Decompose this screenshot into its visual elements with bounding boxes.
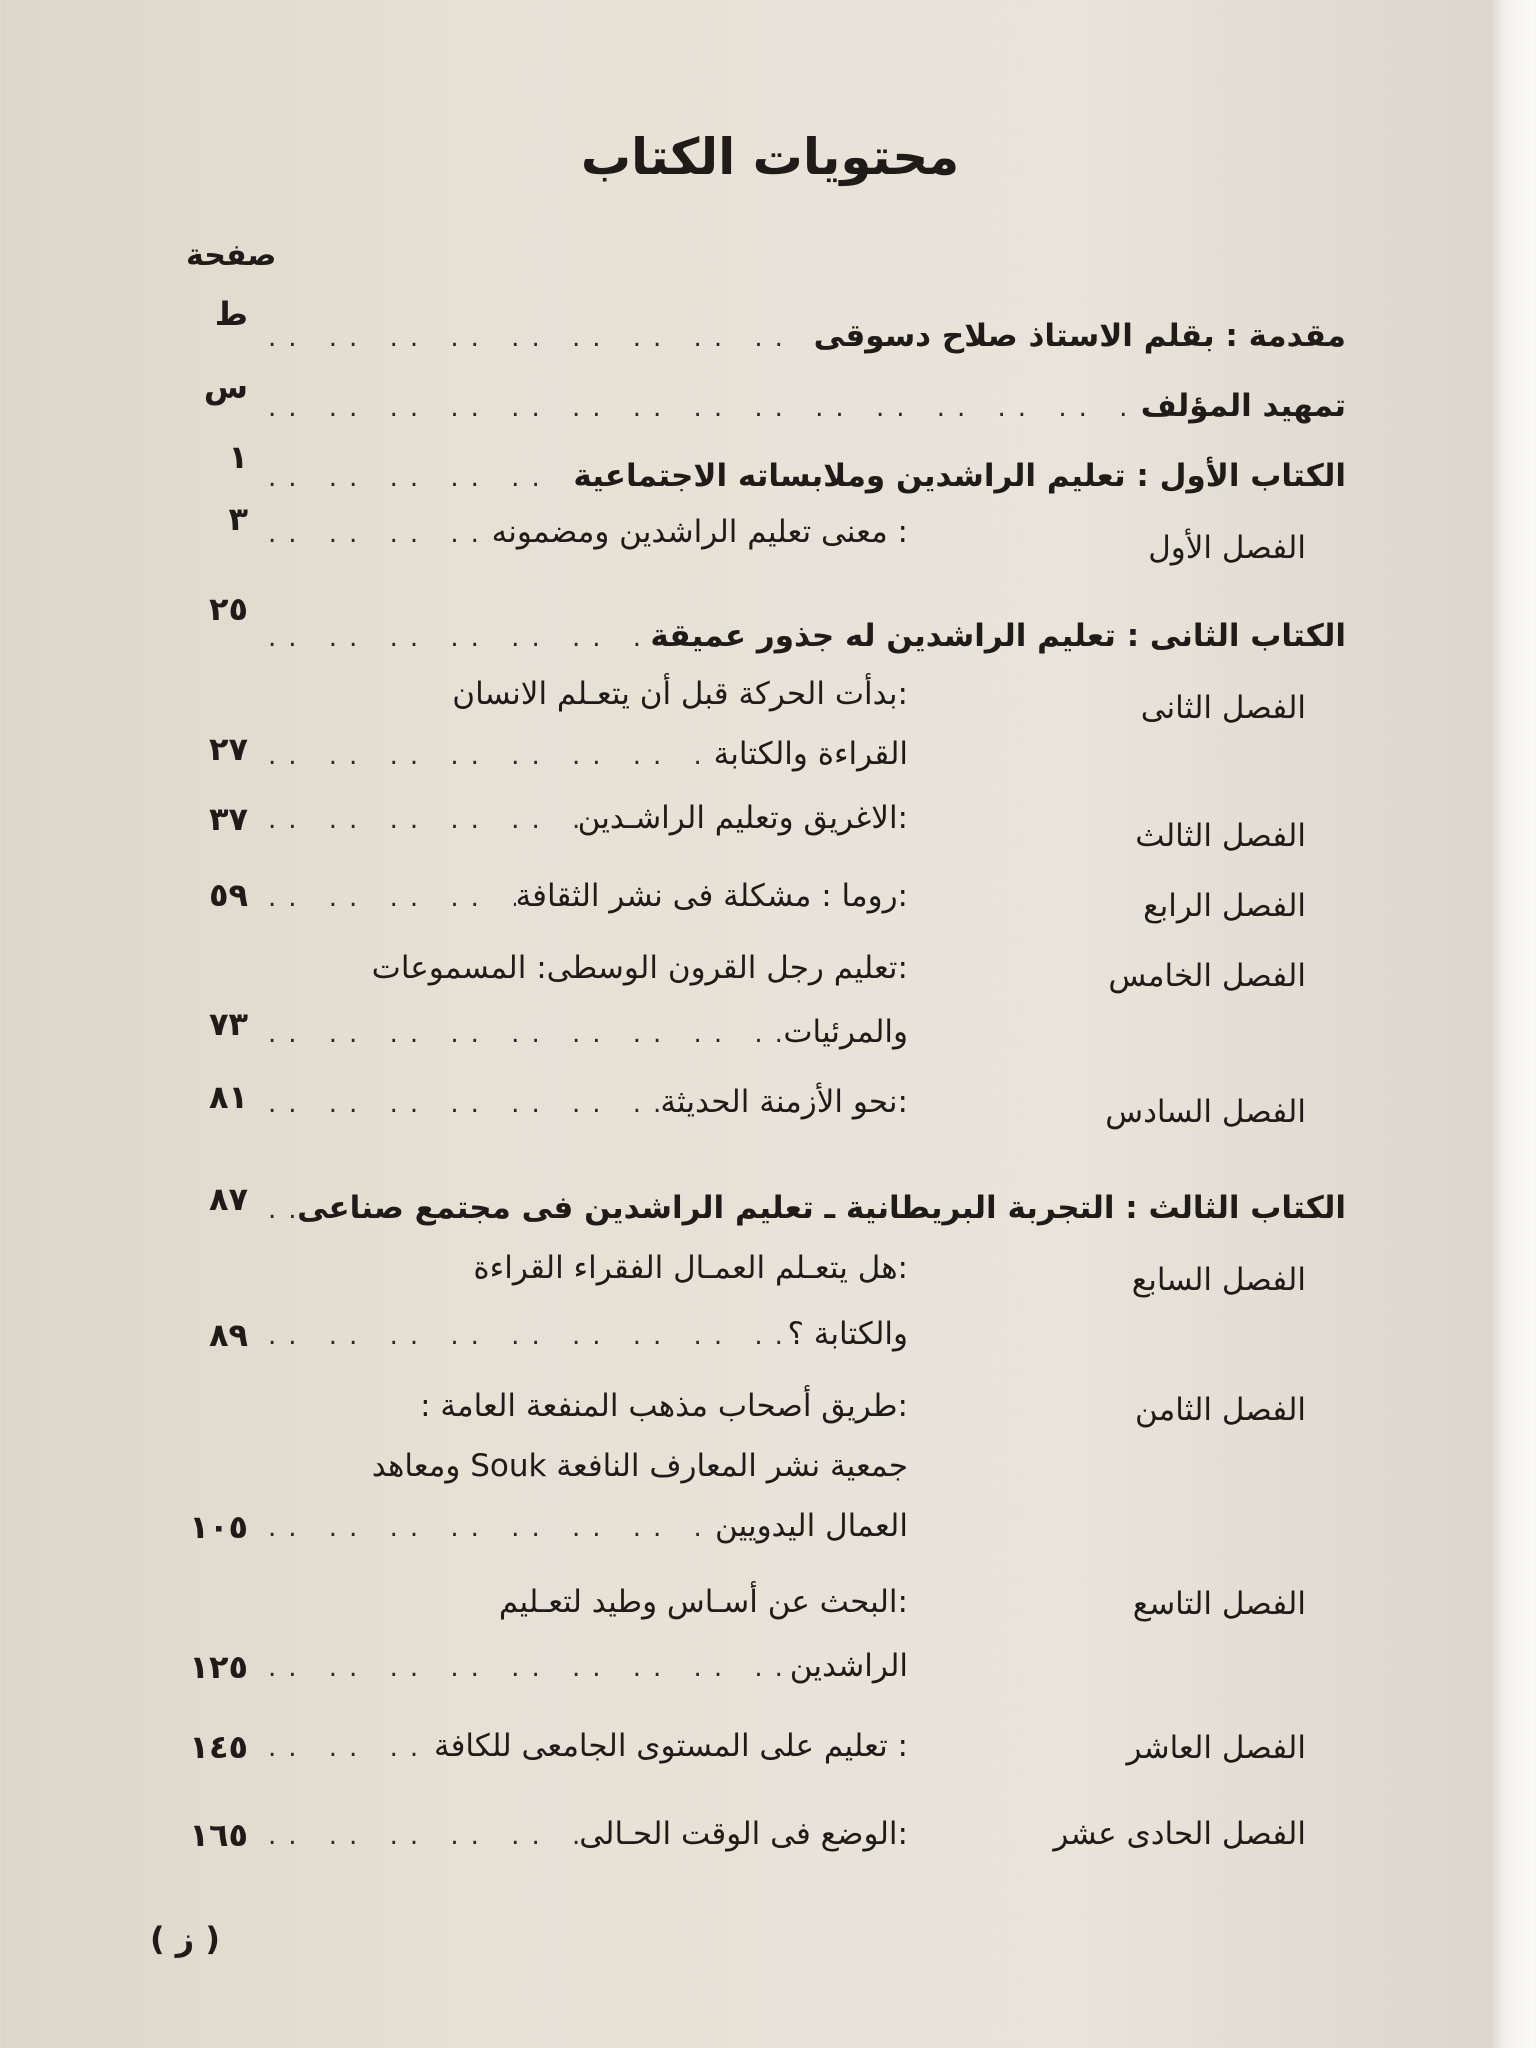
entry-title: :نحو الأزمنة الحديثة — [660, 1084, 908, 1120]
toc-entry-line[interactable] — [499, 1584, 908, 1620]
toc-entry-line[interactable] — [250, 388, 1346, 424]
page-number: ٣ — [228, 500, 248, 538]
dot-leader — [250, 805, 578, 835]
entry-title: الكتاب الأول : تعليم الراشدين وملابساته الاجتماعية — [573, 458, 1346, 494]
toc-entry-line[interactable] — [250, 1316, 908, 1352]
toc-entry-line[interactable] — [372, 950, 908, 986]
page-number: ٨٩ — [208, 1316, 248, 1354]
page-number: ط — [214, 295, 248, 333]
entry-title: الكتاب الثانى : تعليم الراشدين له جذور عميقة — [650, 618, 1346, 654]
dot-leader — [250, 883, 516, 913]
entry-title: : تعليم على المستوى الجامعى للكافة — [433, 1728, 908, 1764]
dot-leader — [250, 323, 814, 353]
dot-leader — [250, 393, 1141, 423]
entry-title: :هل يتعـلم العمـال الفقراء القراءة — [473, 1250, 908, 1286]
entry-title: مقدمة : بقلم الاستاذ صلاح دسوقى — [813, 318, 1346, 354]
page-title: محتويات الكتاب — [580, 128, 960, 186]
toc-entry-line[interactable] — [250, 800, 908, 836]
chapter-label: الفصل العاشر — [1126, 1730, 1306, 1766]
page-number: ٨٧ — [208, 1180, 248, 1218]
toc-entry-line[interactable] — [420, 1388, 908, 1424]
toc-entry-line[interactable] — [250, 1190, 1346, 1226]
entry-title: جمعية نشر المعارف النافعة Souk ومعاهد — [371, 1448, 908, 1484]
entry-title: :الاغريق وتعليم الراشـدين — [577, 800, 908, 836]
page-number: ١٦٥ — [189, 1816, 248, 1854]
toc-entry-line[interactable] — [250, 1728, 908, 1764]
chapter-label: الفصل الثانى — [1140, 690, 1306, 726]
footer-page-marker: ( ز ) — [150, 1920, 220, 1958]
toc-entry-line[interactable] — [473, 1250, 908, 1286]
toc-entry-line[interactable] — [372, 1448, 908, 1484]
page-number: ٣٧ — [208, 800, 248, 838]
toc-entry-line[interactable] — [250, 618, 1346, 654]
page-number: ١٢٥ — [189, 1648, 248, 1686]
entry-title: الكتاب الثالث : التجربة البريطانية ـ تعليم الراشدين فى مجتمع صناعى — [297, 1190, 1346, 1226]
dot-leader — [250, 1321, 787, 1351]
page-number: ٨١ — [208, 1078, 248, 1116]
dot-leader — [250, 1733, 434, 1763]
chapter-label: الفصل الرابع — [1143, 888, 1306, 924]
chapter-label: الفصل السادس — [1105, 1094, 1306, 1130]
page-number: ٢٥ — [208, 590, 248, 628]
page-number: ١٤٥ — [189, 1728, 248, 1766]
chapter-label: الفصل التاسع — [1132, 1586, 1306, 1622]
entry-title: القراءة والكتابة — [713, 736, 908, 772]
chapter-label: الفصل الثامن — [1134, 1392, 1306, 1428]
dot-leader — [250, 741, 714, 771]
dot-leader — [250, 1513, 715, 1543]
toc-entry-line[interactable] — [250, 318, 1346, 354]
entry-title: : معنى تعليم الراشدين ومضمونه — [491, 514, 908, 550]
toc-entry-line[interactable] — [250, 514, 908, 550]
chapter-label: الفصل الخامس — [1108, 958, 1306, 994]
chapter-label: الفصل الثالث — [1135, 818, 1306, 854]
toc-entry-line[interactable] — [250, 1816, 908, 1852]
page-number: س — [203, 368, 248, 406]
dot-leader — [250, 463, 573, 493]
entry-title: :بدأت الحركة قبل أن يتعـلم الانسان — [452, 676, 908, 712]
toc-entry-line[interactable] — [250, 1508, 908, 1544]
page-number: ١ — [228, 438, 248, 476]
entry-title: :روما : مشكلة فى نشر الثقافة — [515, 878, 908, 914]
toc-entry-line[interactable] — [452, 676, 908, 712]
dot-leader — [250, 1019, 783, 1049]
dot-leader — [250, 1089, 660, 1119]
dot-leader — [250, 1195, 297, 1225]
entry-title: :طريق أصحاب مذهب المنفعة العامة : — [420, 1388, 908, 1424]
page-number: ٧٣ — [208, 1005, 248, 1043]
toc-entry-line[interactable] — [250, 878, 908, 914]
dot-leader — [250, 1821, 579, 1851]
entry-title: :البحث عن أسـاس وطيد لتعـليم — [498, 1584, 908, 1620]
entry-title: :الوضع فى الوقت الحـالى — [579, 1816, 908, 1852]
dot-leader — [250, 519, 492, 549]
entry-title: والمرئيات — [783, 1014, 908, 1050]
page-number: ١٠٥ — [189, 1508, 248, 1546]
entry-title: :تعليم رجل القرون الوسطى: المسموعات — [371, 950, 908, 986]
entry-title: الراشدين — [789, 1648, 908, 1684]
page-number: ٥٩ — [208, 876, 248, 914]
toc-entry-line[interactable] — [250, 736, 908, 772]
chapter-label: الفصل الأول — [1148, 530, 1306, 566]
toc-entry-line[interactable] — [250, 458, 1346, 494]
toc-entry-line[interactable] — [250, 1084, 908, 1120]
dot-leader — [250, 1653, 790, 1683]
chapter-label: الفصل السابع — [1131, 1262, 1306, 1298]
entry-title: تمهيد المؤلف — [1140, 388, 1346, 424]
page-column-header: صفحة — [186, 238, 277, 273]
page-number: ٢٧ — [208, 730, 248, 768]
entry-title: والكتابة ؟ — [787, 1316, 908, 1352]
entry-title: العمال اليدويين — [715, 1508, 908, 1544]
toc-entry-line[interactable] — [250, 1014, 908, 1050]
dot-leader — [250, 623, 650, 653]
chapter-label: الفصل الحادى عشر — [1053, 1816, 1306, 1852]
toc-entry-line[interactable] — [250, 1648, 908, 1684]
